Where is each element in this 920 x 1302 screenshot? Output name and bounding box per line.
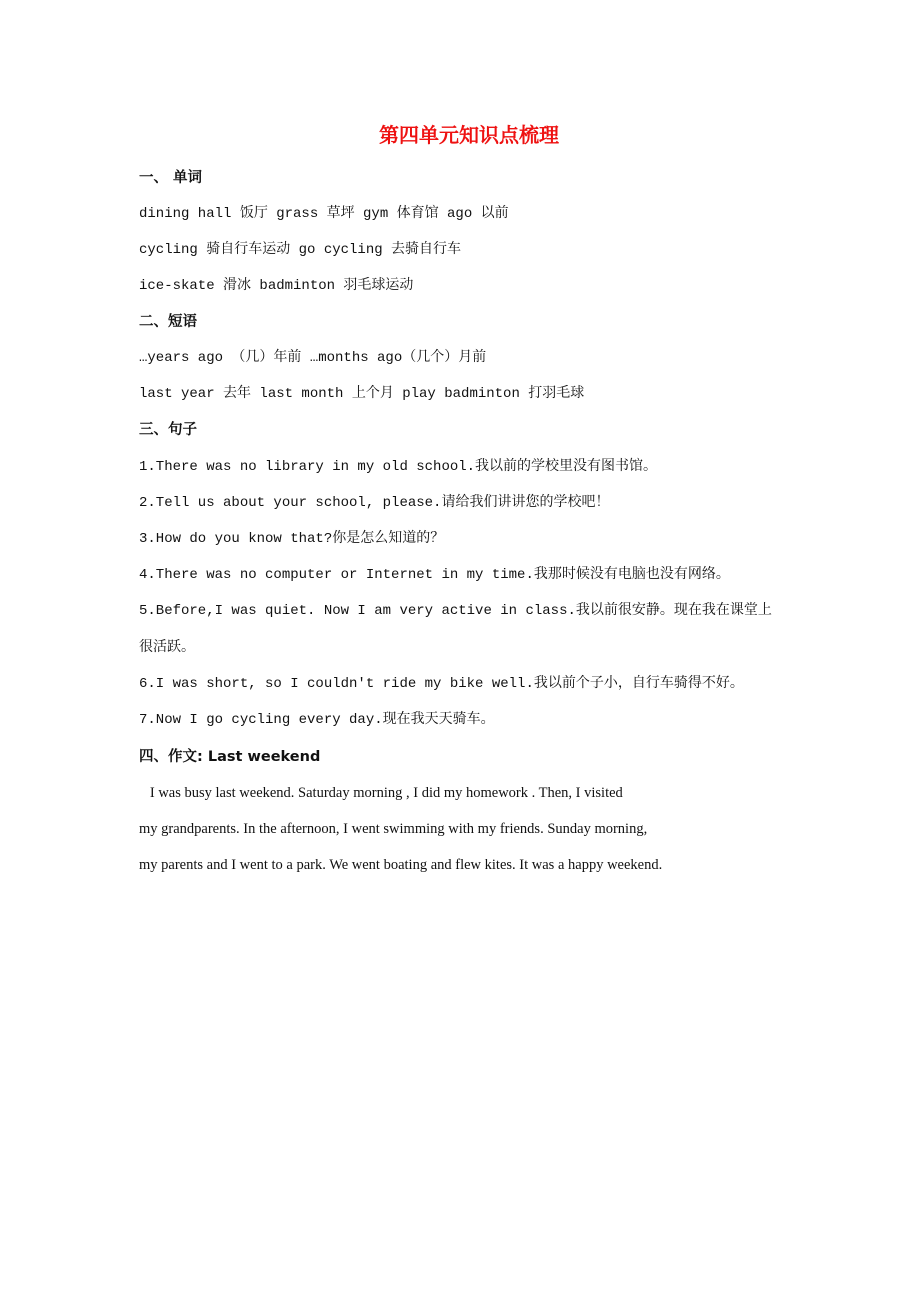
- phrase-line: last year 去年 last month 上个月 play badminton 打羽毛球: [139, 386, 585, 402]
- section-heading-sentences: 三、句子: [139, 422, 197, 438]
- sentence-line: 5.Before,I was quiet. Now I am very active in class.我以前很安静。现在我在课堂上: [139, 603, 772, 619]
- essay-line: my grandparents. In the afternoon, I went swimming with my friends. Sunday morning,: [139, 821, 648, 837]
- essay-line: my parents and I went to a park. We went boating and flew kites. It was a happy weekend.: [139, 857, 663, 873]
- sentence-line: 1.There was no library in my old school.我以前的学校里没有图书馆。: [139, 459, 658, 475]
- document-title: 第四单元知识点梳理: [379, 123, 559, 147]
- section-heading-vocabulary: 一、 单词: [139, 170, 203, 186]
- sentence-line: 4.There was no computer or Internet in my time.我那时候没有电脑也没有网络。: [139, 567, 730, 583]
- sentence-line: 3.How do you know that?你是怎么知道的？: [139, 531, 445, 547]
- phrase-line: …years ago （几）年前 …months ago（几个）月前: [139, 350, 487, 366]
- section-heading-essay: 四、作文: Last weekend: [139, 749, 321, 765]
- section-heading-phrases: 二、短语: [139, 314, 197, 330]
- vocabulary-line: ice-skate 滑冰 badminton 羽毛球运动: [139, 278, 414, 294]
- sentence-line: 7.Now I go cycling every day.现在我天天骑车。: [139, 712, 495, 728]
- sentence-line: 2.Tell us about your school, please.请给我们讲讲您的学校吧！: [139, 495, 610, 511]
- vocabulary-line: cycling 骑自行车运动 go cycling 去骑自行车: [139, 242, 462, 258]
- vocabulary-line: dining hall 饭厅 grass 草坪 gym 体育馆 ago 以前: [139, 206, 509, 222]
- sentence-line: 6.I was short, so I couldn't ride my bike well.我以前个子小，自行车骑得不好。: [139, 676, 744, 692]
- sentence-line: 很活跃。: [139, 640, 195, 656]
- essay-line: I was busy last weekend. Saturday morning , I did my homework . Then, I visited: [139, 785, 623, 801]
